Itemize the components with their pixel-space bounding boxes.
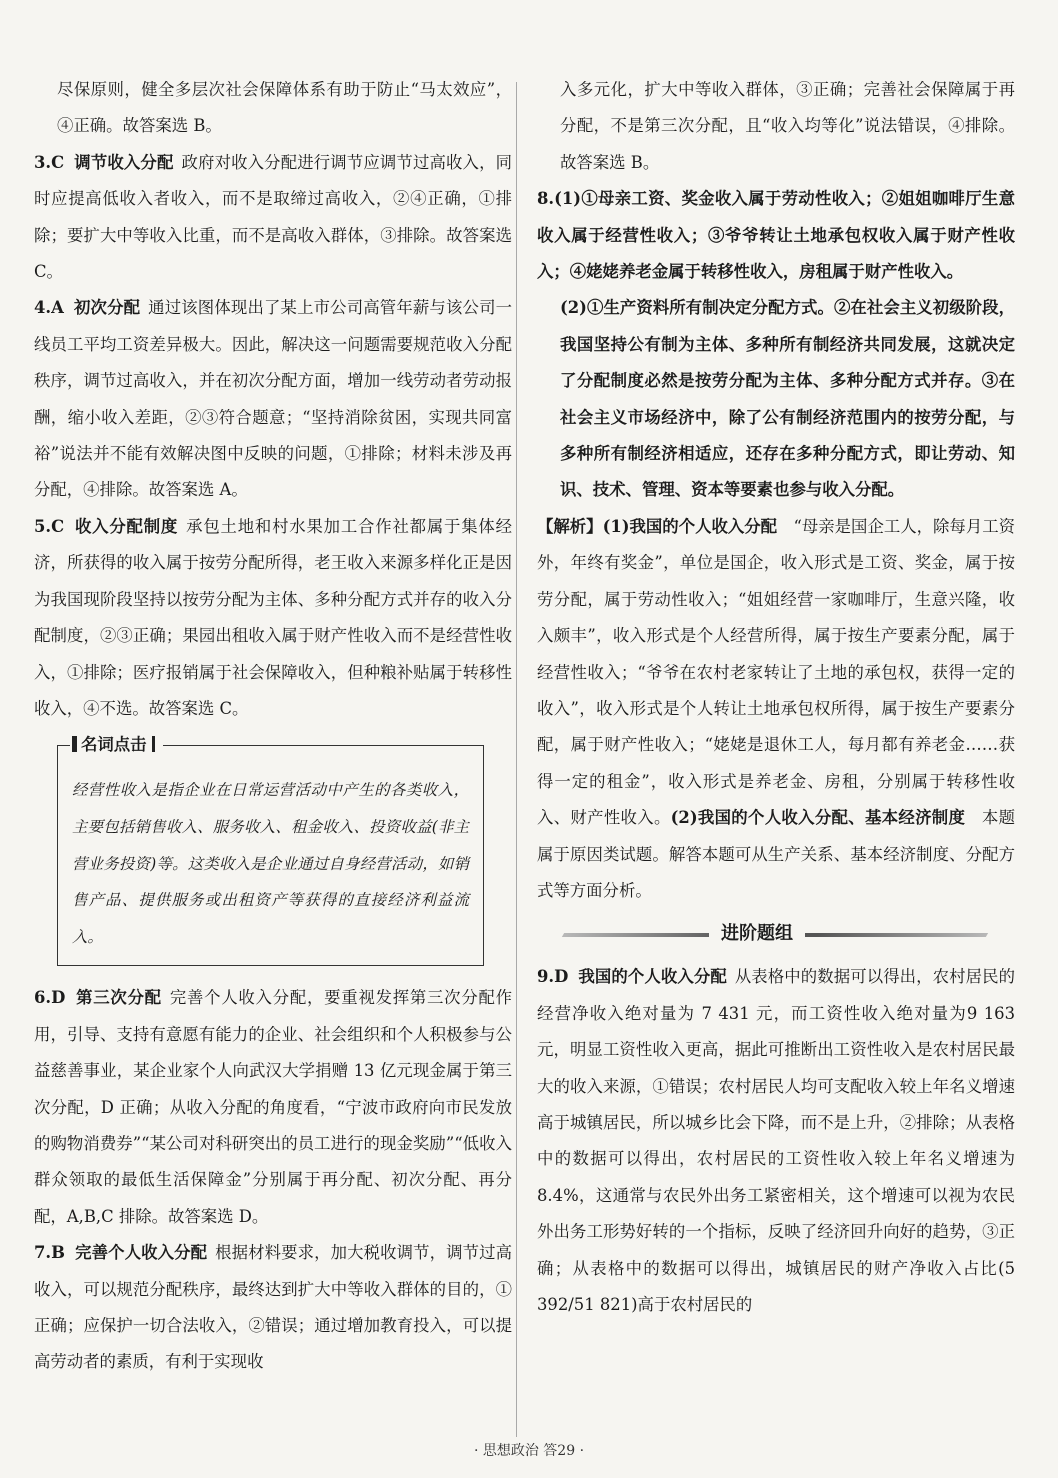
term-box-text: 经营性收入是指企业在日常运营活动中产生的各类收入，主要包括销售收入、服务收入、租金收入、投资收益(非主营业务投资)等。这类收入是企业通过自身经营活动，如销售产品、提供服务或出租资产等获得的直接经济利益流入。: [72, 781, 469, 946]
continued-paragraph: 尽保原则，健全多层次社会保障体系有助于防止“马太效应”，④正确。故答案选 B。: [57, 80, 512, 136]
answer-3: 3.C 调节收入分配 政府对收入分配进行调节应调节过高收入，同时应提高低收入者收入，而不是取缔过高收入，②④正确，①排除；要扩大中等收入比重，而不是高收入群体，③排除。故答案选 C。: [34, 152, 513, 282]
section-title: 进阶题组: [709, 916, 805, 952]
topic-label: 初次分配: [73, 298, 141, 318]
analysis: 【解析】(1)我国的个人收入分配 “母亲是国企工人，除每月工资外，年终有奖金”，单位是国企，收入形式是工资、奖金，属于按劳分配，属于劳动性收入；“姐姐经营一家咖啡厅，生意兴隆，收入颇丰”，收入形式是个人经营所得，属于按生产要素分配，属于经营性收入；“爷爷在农村老家转让了土地的承包权，获得一定的收入”，收入形式是个人转让土地承包权所得，属于按生产要素分配，属于财产性收入；“姥姥是退休工人，每月都有养老金……获得一定的租金”，收入形式是养老金、房租，分别属于转移性收入、财产性收入。(2)我国的个人收入分配、基本经济制度 本题属于原因类试题。解答本题可从生产关系、基本经济制度、分配方式等方面分析。: [537, 516, 1016, 900]
term-box: [57, 735, 484, 966]
topic-label: 我国的个人收入分配: [578, 967, 727, 987]
answer-4: 4.A 初次分配 通过该图体现出了某上市公司高管年薪与该公司一线员工平均工资差异极大。因此，解决这一问题需要规范收入分配秩序，调节过高收入，并在初次分配方面，增加一线劳动者劳动报酬，缩小收入差距，②③符合题意；“坚持消除贫困，实现共同富裕”说法并不能有效解决图中反映的问题，①排除；材料未涉及再分配，④排除。故答案选 A。: [34, 298, 513, 500]
analysis-label: 【解析】: [537, 516, 603, 536]
answer-5: 5.C 收入分配制度 承包土地和村水果加工合作社都属于集体经济，所获得的收入属于按劳分配所得，老王收入来源多样化正是因为我国现阶段坚持以按劳分配为主体、多种分配方式并存的收入分配制度，②③正确；果园出租收入属于财产性收入而不是经营性收入，①排除；医疗报销属于社会保障收入，但种粮补贴属于转移性收入，④不选。故答案选 C。: [34, 516, 513, 718]
answer-7-continued: 入多元化，扩大中等收入群体，③正确；完善社会保障属于再分配，不是第三次分配，且“收入均等化”说法错误，④排除。故答案选 B。: [560, 80, 1015, 172]
topic-label: 调节收入分配: [74, 152, 174, 172]
term-box-title: 名词点击: [70, 732, 163, 758]
bar-icon: [72, 736, 77, 752]
answer-7: 7.B 完善个人收入分配 根据材料要求，加大税收调节，调节过高收入，可以规范分配秩序，最终达到扩大中等收入群体的目的，①正确；应保护一切合法收入，②错误；通过增加教育投入，可以提高劳动者的素质，有利于实现收: [34, 1243, 513, 1372]
topic-label: 第三次分配: [75, 988, 162, 1008]
answer-8-part-1: 8.(1)①母亲工资、奖金收入属于劳动性收入；②姐姐咖啡厅生意收入属于经营性收入；③爷爷转让土地承包权收入属于财产性收入；④姥姥养老金属于转移性收入，房租属于财产性收入。: [537, 189, 1015, 282]
column-divider: [516, 82, 517, 1437]
section-heading: [537, 915, 1015, 955]
answer-9: 9.D 我国的个人收入分配 从表格中的数据可以得出，农村居民的经营净收入绝对量为 7 431 元，而工资性收入绝对量为9 163 元，明显工资性收入更高，据此可推断出工资性收入是农村居民最大的收入来源，①错误；农村居民人均可支配收入较上年名义增速高于城镇居民，所以城乡比会下降，而不是上升，②排除；从表格中的数据可以得出，农村居民的工资性收入较上年名义增速为 8.4%，这通常与农民外出务工紧密相关，这个增速可以视为农民外出务工形势好转的一个指标，反映了经济回升向好的趋势，③正确；从表格中的数据可以得出，城镇居民的财产净收入占比(5 392/51 821)高于农村居民的: [537, 967, 1016, 1314]
left-column: [34, 72, 512, 1381]
topic-label: 收入分配制度: [74, 516, 179, 536]
right-column: [537, 72, 1015, 1323]
bar-icon: [152, 736, 155, 752]
answer-8-part-2: (2)①生产资料所有制决定分配方式。②在社会主义初级阶段，我国坚持公有制为主体、多种所有制经济共同发展，这就决定了分配制度必然是按劳分配为主体、多种分配方式并存。③在社会主义市场经济中，除了公有制经济范围内的按劳分配，与多种所有制经济相适应，还存在多种分配方式，即让劳动、知识、技术、管理、资本等要素也参与收入分配。: [560, 298, 1015, 500]
topic-label: 完善个人收入分配: [74, 1243, 208, 1263]
page-number: · 思想政治 答29 ·: [473, 1443, 585, 1459]
answer-6: 6.D 第三次分配 完善个人收入分配，要重视发挥第三次分配作用，引导、支持有意愿有能力的企业、社会组织和个人积极参与公益慈善事业，某企业家个人向武汉大学捐赠 13 亿元现金属于第三次分配，D 正确；从收入分配的角度看，“宁波市政府向市民发放的购物消费券”“某公司对科研突出的员工进行的现金奖励”“低收入群众领取的最低生活保障金”分别属于再分配、初次分配、再分配，A,B,C 排除。故答案选 D。: [34, 988, 513, 1226]
